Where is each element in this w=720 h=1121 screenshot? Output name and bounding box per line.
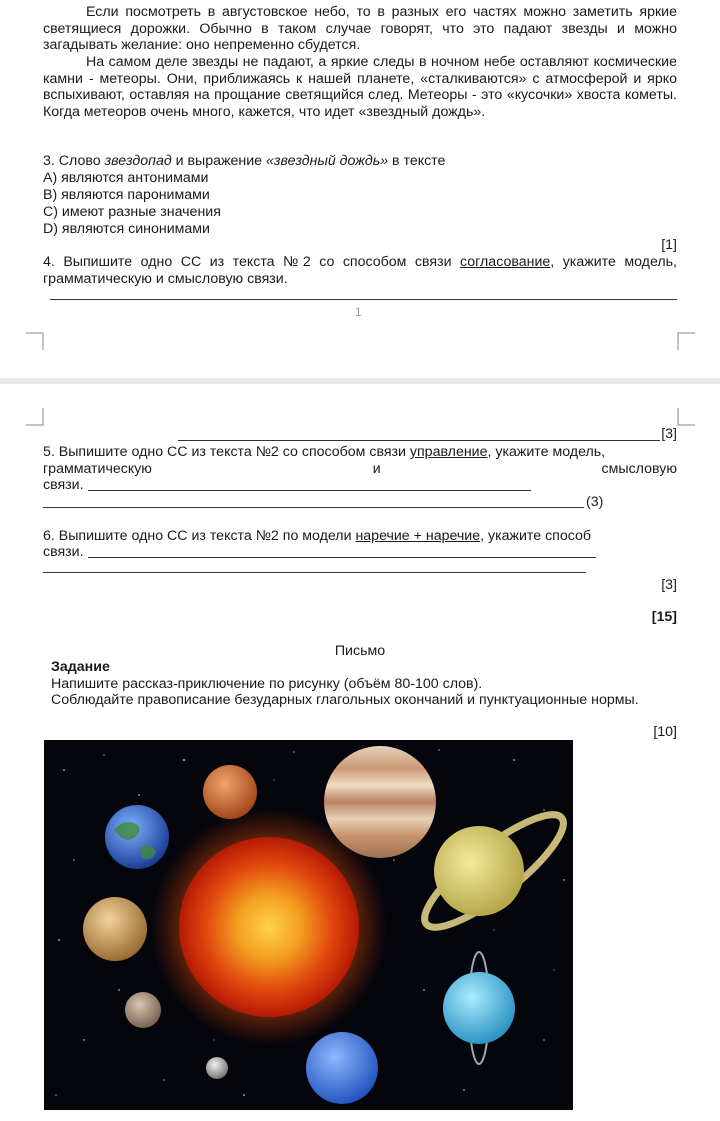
q3-phrase: «звездный дождь»	[266, 153, 389, 169]
pluto-planet	[206, 1057, 228, 1079]
answer-line-q6-2[interactable]	[43, 572, 586, 573]
q5-line-3: связи.	[43, 477, 84, 493]
q5-word-and: и	[372, 461, 381, 477]
q4-prefix: 4. Выпишите одно СС из текста №2 со способом связи	[43, 254, 461, 270]
jupiter-planet	[324, 746, 436, 858]
q6-prefix: 6. Выпишите одно СС из текста №2 по модели	[43, 528, 356, 544]
q5-score: (3)	[586, 494, 604, 510]
document-page-2	[0, 384, 720, 1121]
q3-option-d: D) являются синонимами	[43, 221, 210, 237]
q3-option-c: С) имеют разные значения	[43, 204, 221, 220]
q3-option-a: А) являются антонимами	[43, 170, 209, 186]
q5-word-grammatical: грамматическую	[43, 461, 152, 477]
intro-paragraph-1: Если посмотреть в августовское небо, то в разных его частях можно заметить яркие светящиеся дорожки. Обычно в таком случае говорят, что это падают звезды и можно загадывать желание: оно непременно сбудется.	[43, 4, 677, 53]
document-page-1	[0, 0, 720, 378]
page-corner-mark	[677, 332, 695, 350]
q5-line-2	[43, 461, 677, 478]
q6-score: [3]	[661, 577, 677, 593]
task-line-1: Напишите рассказ-приключение по рисунку (объём 80-100 слов).	[51, 676, 483, 692]
mars-planet	[203, 765, 257, 819]
q4-suffix: , укажите модель, грамматическую и смысловую связи.	[43, 254, 677, 287]
q6-underlined: наречие + наречие	[355, 528, 481, 544]
question-3	[43, 153, 445, 170]
task-score: [10]	[653, 724, 677, 740]
saturn-planet	[434, 826, 524, 916]
total-score: [15]	[651, 609, 677, 625]
page-number: 1	[355, 305, 362, 319]
neptune-planet	[306, 1032, 378, 1104]
q3-mid: и выражение	[171, 153, 267, 169]
solar-system-image	[44, 740, 573, 1110]
q3-option-b: В) являются паронимами	[43, 187, 210, 203]
q4-score: [3]	[661, 426, 677, 442]
q5-underlined: управление	[409, 444, 488, 460]
answer-line-q4-continued[interactable]	[178, 440, 660, 441]
q6-line-2: связи.	[43, 544, 84, 560]
section-title: Письмо	[334, 643, 386, 659]
page-corner-mark	[26, 332, 44, 350]
sun	[179, 837, 359, 1017]
question-5	[43, 444, 677, 461]
page-corner-mark	[677, 408, 695, 426]
q6-suffix: , укажите способ	[480, 528, 592, 544]
mercury-planet	[125, 992, 161, 1028]
answer-line-q4[interactable]	[50, 299, 677, 300]
venus-planet	[83, 897, 147, 961]
task-line-2: Соблюдайте правописание безударных глагольных окончаний и пунктуационные нормы.	[51, 692, 639, 708]
answer-line-q6[interactable]	[88, 557, 596, 558]
uranus-planet	[443, 972, 515, 1044]
earth-planet	[105, 805, 169, 869]
task-heading: Задание	[51, 659, 110, 675]
q3-score: [1]	[661, 237, 677, 253]
answer-line-q5[interactable]	[88, 490, 531, 491]
intro-paragraph-2: На самом деле звезды не падают, а яркие следы в ночном небе оставляют космические камни - метеоры. Они, приближаясь к нашей планете, «сталкиваются» с атмосферой и ярко вспыхивают, оставляя на прощание светящийся след. Метеоры - это «кусочки» хвоста кометы. Когда метеоров очень много, кажется, что идет «звездный дождь».	[43, 54, 677, 120]
question-4	[43, 254, 677, 287]
question-6	[43, 528, 591, 545]
q3-word: звездопад	[104, 153, 172, 169]
q5-suffix: , укажите модель,	[487, 444, 606, 460]
page-corner-mark	[26, 408, 44, 426]
q3-prefix: 3. Слово	[43, 153, 105, 169]
answer-line-q5-2[interactable]	[43, 507, 584, 508]
q3-suffix: в тексте	[388, 153, 446, 169]
q4-underlined: согласование	[460, 254, 551, 270]
q5-word-semantic: смысловую	[601, 461, 677, 477]
q5-prefix: 5. Выпишите одно СС из текста №2 со способом связи	[43, 444, 410, 460]
